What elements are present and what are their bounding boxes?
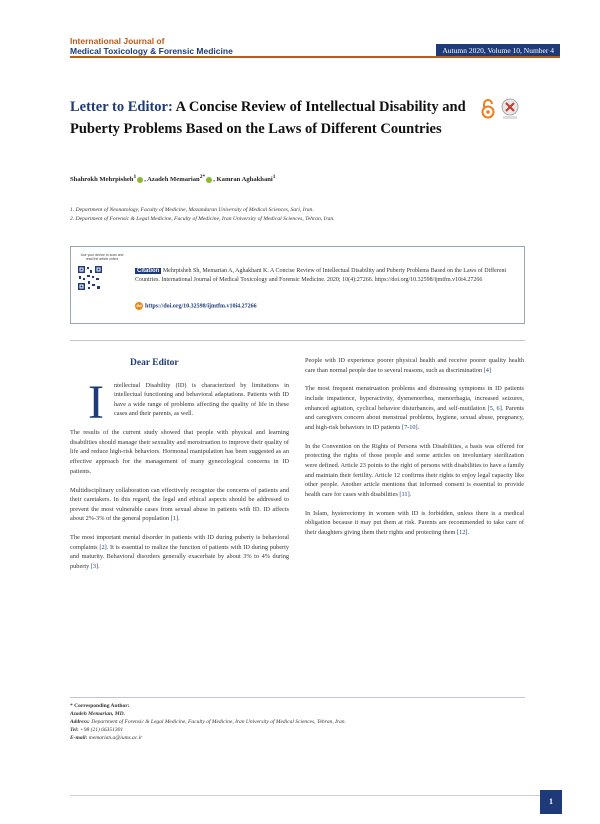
corresponding-heading: * Corresponding Author: — [70, 703, 130, 709]
article-title-text: A Concise Review of Intellectual Disability and Puberty Problems Based on the Laws of Different Countries — [70, 99, 466, 137]
body-paragraph: I ntellectual Disability (ID) is characterized by limitations in intellectual functioning and behavioral adaptations. Patients with ID have a wide range of problems affecting the quality of life in these cases and their parents, as well. — [88, 375, 289, 429]
orcid-icon[interactable] — [137, 177, 143, 183]
footer-rule — [70, 795, 560, 796]
citation-box — [70, 246, 525, 324]
reference-link[interactable]: [4] — [483, 366, 492, 374]
qr-panel — [77, 253, 127, 317]
corresponding-name: Azadeh Memarian, MD. — [70, 711, 126, 717]
reference-link[interactable]: [7-10]. — [401, 423, 420, 431]
open-access-icon — [481, 98, 495, 120]
journal-name — [70, 37, 233, 55]
issue-label: Autumn 2020, Volume 10, Number 4 — [436, 44, 560, 57]
body-column-right — [305, 356, 524, 547]
reference-link[interactable]: [5, 6]. — [487, 404, 504, 412]
journal-name-line2: Medical Toxicology & Forensic Medicine — [70, 45, 233, 56]
corresponding-author — [70, 702, 346, 742]
journal-name-line1: International Journal of — [70, 36, 165, 46]
author-name: Azadeh Memarian — [147, 176, 200, 184]
header-rule — [70, 56, 560, 58]
body-paragraph: In Islam, hysterectomy in women with ID is forbidden, unless there is a medical obligation because it may put them at risk. Parents are recommended to take care of their daughters giving them their rights and protecting them [12]. — [305, 509, 524, 536]
reference-link[interactable]: [12]. — [456, 528, 470, 536]
footnote-divider — [70, 697, 525, 698]
page-number: 1 — [540, 790, 562, 814]
article-type: Letter to Editor: — [70, 99, 173, 115]
qr-code-icon[interactable] — [77, 265, 103, 291]
body-paragraph: In the Convention on the Rights of Persons with Disabilities, a basis was offered for protecting the rights of those people and some articles on involuntary sterilization were defined. Article 23 points to the right of persons with disabilities to have a family and maintain their fertility. Article 12 confirms their rights to enjoy legal capacity like other people. Another article mentions that informed consent is essential to provide health care for cases with disabilities [11]. — [305, 442, 524, 498]
author-name: Shahrokh Mehrpisheh — [70, 176, 134, 184]
citation-text-block — [135, 267, 519, 285]
citation-text: Mehrpisheh Sh, Memarian A, Aghakhani K. A Concise Review of Intellectual Disability and Puberty Problems Based on the Laws of Different Countries. International Journal of Medical Toxicology and Forensic Medicine. 2020; 10(4):27266. https://doi.org/10.32598/ijmtfm.v10i4.27266 — [135, 268, 507, 283]
reference-link[interactable]: [1]. — [170, 515, 180, 523]
doi-link[interactable]: https://doi.org/10.32598/ijmtfm.v10i4.27266 — [145, 303, 257, 310]
doi-icon: doi — [136, 303, 142, 308]
article-title — [70, 96, 490, 140]
drop-cap: I — [88, 375, 104, 429]
reference-link[interactable]: [11]. — [399, 490, 412, 498]
affiliation: 2. Department of Forensic & Legal Medicine, Faculty of Medicine, Iran University of Medical Sciences, Tehran, Iran. — [70, 216, 335, 222]
affiliation: 1. Department of Neonatology, Faculty of Medicine, Mazandaran University of Medical Sciences, Sari, Iran. — [70, 207, 314, 213]
body-paragraph: The most frequent menstruation problems and distressing symptoms in ID patients include impatience, hyperactivity, dysmenorrhea, menorrhagia, increased seizures, enhanced agitation, cyclical behavior disturbances, and self-mutilation [5, 6]. Parents and caregivers concern about menstrual problems, hygiene, sexual abuse, pregnancy, and high-risk behaviors in ID patients [7-10]. — [305, 385, 524, 431]
reference-link[interactable]: [3]. — [90, 562, 100, 570]
crossmark-icon[interactable] — [500, 98, 520, 120]
body-paragraph: People with ID experience poorer physical health and receive poorer quality health care than normal people due to several reasons, such as discrimination [4] — [305, 357, 524, 374]
corresponding-address: Address: Department of Forensic & Legal Medicine, Faculty of Medicine, Iran University of Medical Sciences, Tehran, Iran. — [70, 719, 346, 725]
corresponding-email: E-mail: memarian.a@iums.ac.ir — [70, 735, 143, 741]
doi-link-row — [135, 302, 257, 310]
reference-link[interactable]: [2]. — [99, 543, 109, 551]
section-divider — [70, 340, 525, 341]
author-name: Kamran Aghakhani — [216, 176, 273, 184]
body-paragraph: The most important mental disorder in patients with ID during puberty is behavioral complaints [2]. It is essential to realize the function of patients with ID during puberty and maturity. Behavioral disorders generally exacerbate by about 3% to 4% during puberty [3]. — [70, 534, 289, 570]
author-list: Shahrokh Mehrpisheh$^1$ , Azadeh Memarian$^{2*}$ , Kamran Aghakhani$^1$ — [70, 174, 276, 184]
citation-tag: Citation — [137, 268, 160, 274]
body-paragraph: Multidisciplinary collaboration can effectively recognize the concerns of patients and their caretakers. In this regard, the legal and ethical aspects should be addressed to prevent the most vulnerable cases from sexual abuse in patients with ID. ID affects about 2%-3% of the general population [1]. — [70, 486, 289, 523]
qr-caption: Use your device to scan and read the article online — [80, 253, 124, 261]
orcid-icon[interactable] — [206, 177, 212, 183]
body-paragraph: The results of the current study showed that people with physical and learning disabilities should manage their sexuality and menstruation to improve their quality of life and reduce high-risk behaviors. Hormonal manipulation has been suggested as an effective approach for the management of many gynecological concerns in ID patients. — [70, 429, 289, 475]
body-column-left — [70, 356, 289, 581]
corresponding-tel: Tel: +98 (21) 66351301 — [70, 727, 124, 733]
salutation: Dear Editor — [130, 358, 179, 368]
